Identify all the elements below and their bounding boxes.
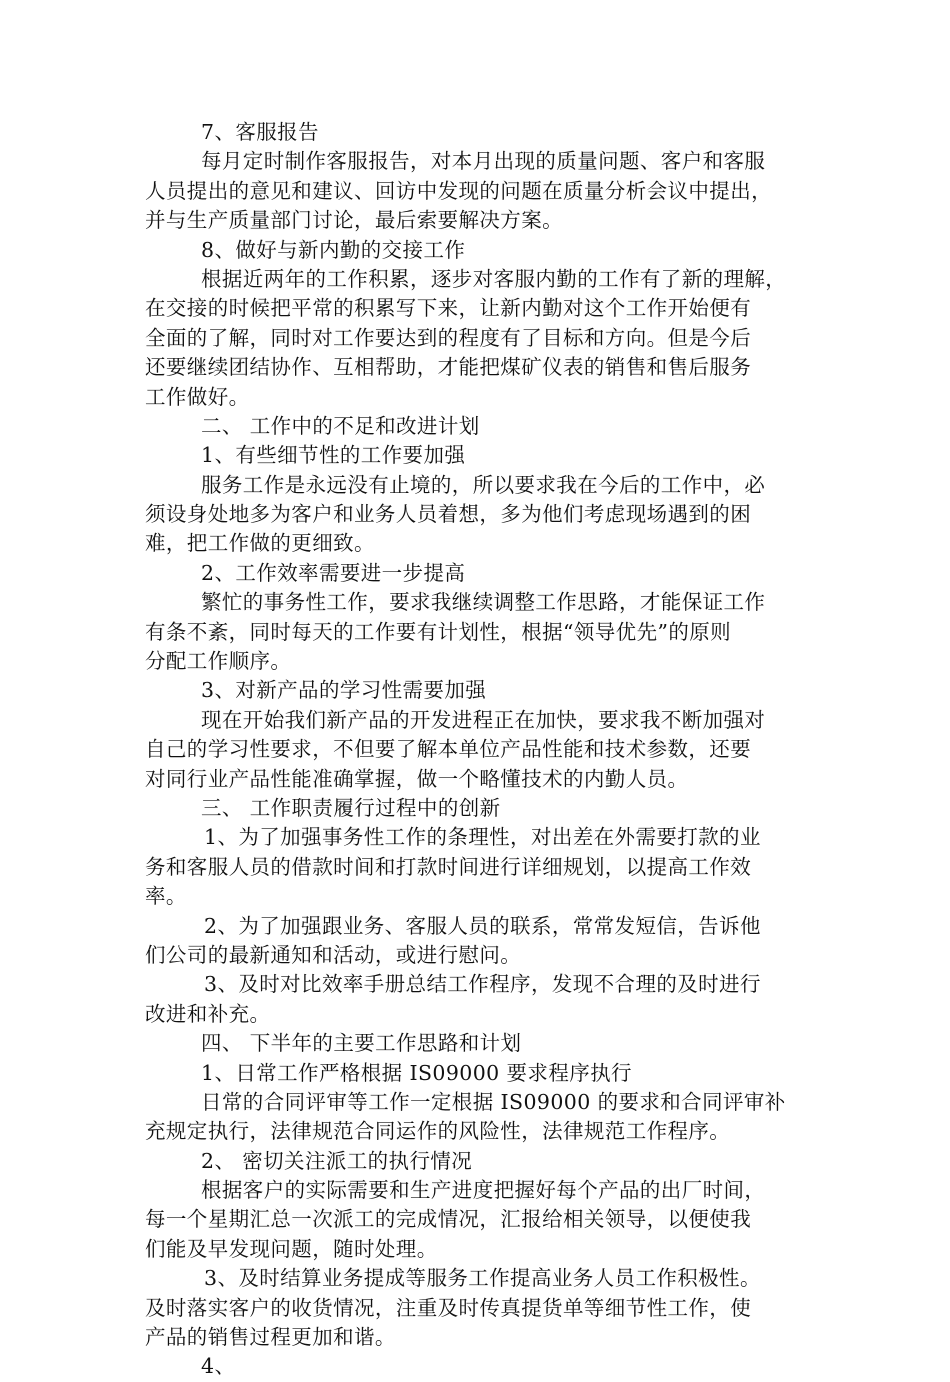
paragraph-line: 产品的销售过程更加和谐。	[145, 1325, 396, 1350]
section-heading: 1、有些细节性的工作要加强	[201, 443, 466, 468]
section-heading: 8、做好与新内勤的交接工作	[201, 237, 466, 262]
paragraph-line: 难，把工作做的更细致。	[145, 531, 375, 556]
major-heading: 四、 下半年的主要工作思路和计划	[201, 1031, 522, 1056]
major-heading: 三、 工作职责履行过程中的创新	[201, 795, 501, 820]
paragraph-line: 根据近两年的工作积累，逐步对客服内勤的工作有了新的理解，	[201, 266, 787, 291]
major-heading: 二、 工作中的不足和改进计划	[201, 413, 480, 438]
paragraph-line: 率。	[145, 884, 187, 909]
paragraph-line: 充规定执行，法律规范合同运作的风险性，法律规范工作程序。	[145, 1119, 731, 1144]
paragraph-line: 1、为了加强事务性工作的条理性，对出差在外需要打款的业	[204, 825, 761, 850]
paragraph-line: 对同行业产品性能准确掌握，做一个略懂技术的内勤人员。	[145, 766, 689, 791]
paragraph-line: 须设身处地多为客户和业务人员着想，多为他们考虑现场遇到的困	[145, 502, 752, 527]
section-heading: 3、对新产品的学习性需要加强	[201, 678, 487, 703]
paragraph-line: 2、为了加强跟业务、客服人员的联系，常常发短信，告诉他	[204, 913, 761, 938]
paragraph-line: 人员提出的意见和建议、回访中发现的问题在质量分析会议中提出，	[145, 178, 772, 203]
paragraph-line: 服务工作是永远没有止境的，所以要求我在今后的工作中，必	[201, 472, 766, 497]
paragraph-line: 每一个星期汇总一次派工的完成情况，汇报给相关领导，以便使我	[145, 1207, 752, 1232]
section-heading: 2、 密切关注派工的执行情况	[201, 1148, 473, 1173]
paragraph-line: 并与生产质量部门讨论，最后索要解决方案。	[145, 208, 563, 233]
paragraph-line: 在交接的时候把平常的积累写下来，让新内勤对这个工作开始便有	[145, 296, 752, 321]
paragraph-line: 务和客服人员的借款时间和打款时间进行详细规划，以提高工作效	[145, 854, 752, 879]
paragraph-line: 繁忙的事务性工作，要求我继续调整工作思路，才能保证工作	[201, 590, 766, 615]
section-heading: 7、客服报告	[201, 120, 319, 144]
paragraph-line: 们能及早发现问题，随时处理。	[145, 1236, 438, 1261]
section-heading: 2、工作效率需要进一步提高	[201, 560, 466, 585]
paragraph-line: 根据客户的实际需要和生产进度把握好每个产品的出厂时间，	[201, 1178, 766, 1203]
paragraph-line: 全面的了解，同时对工作要达到的程度有了目标和方向。但是今后	[145, 325, 752, 350]
paragraph-line: 改进和补充。	[145, 1001, 271, 1026]
paragraph-line: 们公司的最新通知和活动，或进行慰问。	[145, 942, 522, 967]
paragraph-line: 分配工作顺序。	[145, 649, 292, 674]
section-heading: 4、	[201, 1354, 236, 1379]
paragraph-line: 每月定时制作客服报告，对本月出现的质量问题、客户和客服	[201, 149, 766, 174]
paragraph-line: 现在开始我们新产品的开发进程正在加快，要求我不断加强对	[201, 707, 766, 732]
section-heading: 1、日常工作严格根据 IS09000 要求程序执行	[201, 1060, 632, 1085]
paragraph-line: 有条不紊，同时每天的工作要有计划性，根据“领导优先”的原则	[145, 619, 732, 644]
paragraph-line: 日常的合同评审等工作一定根据 IS09000 的要求和合同评审补	[201, 1089, 786, 1114]
document-page	[145, 118, 810, 1382]
paragraph-line: 及时落实客户的收货情况，注重及时传真提货单等细节性工作，使	[145, 1295, 752, 1320]
paragraph-line: 3、及时对比效率手册总结工作程序，发现不合理的及时进行	[204, 972, 761, 997]
paragraph-line: 工作做好。	[145, 384, 250, 409]
paragraph-line: 自己的学习性要求，不但要了解本单位产品性能和技术参数，还要	[145, 737, 752, 762]
paragraph-line: 还要继续团结协作、互相帮助，才能把煤矿仪表的销售和售后服务	[145, 355, 752, 380]
paragraph-line: 3、及时结算业务提成等服务工作提高业务人员工作积极性。	[204, 1266, 761, 1291]
